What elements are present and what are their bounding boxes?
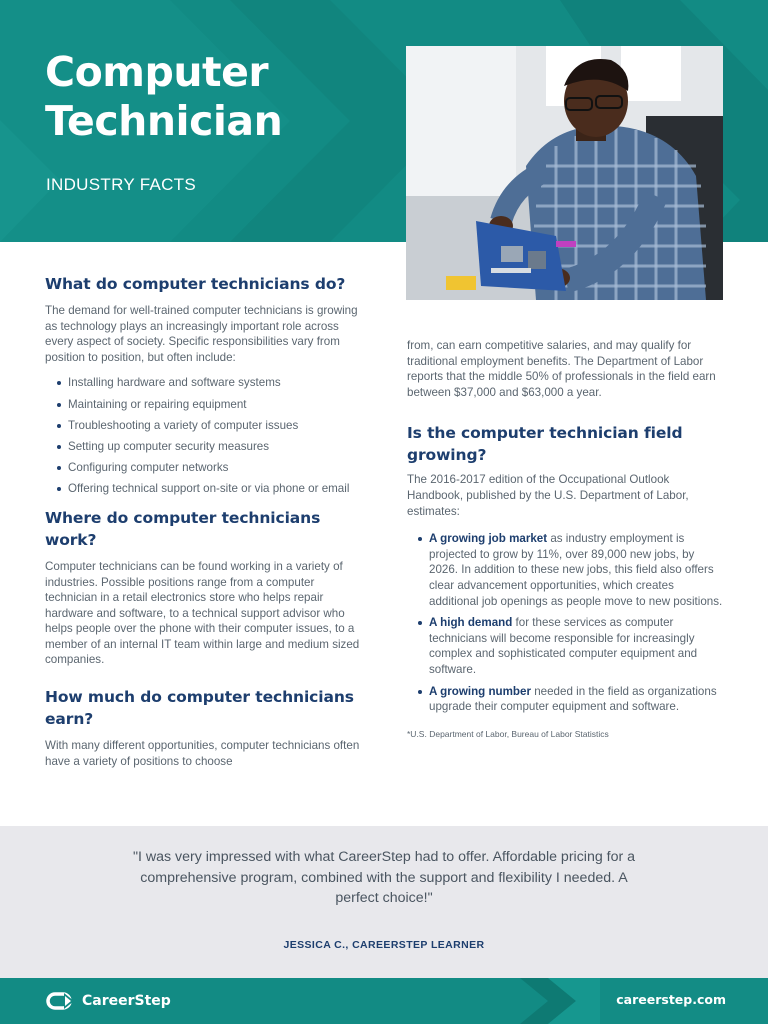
testimonial-quote: "I was very impressed with what CareerStep had to offer. Affordable pricing for a comprehensive program, combined with the support and flexibility I needed. A perfect choice!": [132, 849, 636, 907]
footer-bar: [0, 978, 768, 1024]
list-item: [407, 615, 725, 677]
paragraph-how-much-continued: from, can earn competitive salaries, and may qualify for traditional employment benefits. The Department of Labor reports that the middle 50% of professionals in the field earn between $37,000 and $63,000 a year.: [407, 339, 716, 399]
growth-facts-list: [407, 531, 725, 715]
list-item: [407, 684, 725, 715]
list-item: Maintaining or repairing equipment: [45, 397, 360, 413]
fact-lead: A high demand: [429, 616, 513, 630]
page-title: [45, 48, 282, 146]
list-item: Installing hardware and software systems: [45, 375, 360, 391]
testimonial-attribution: JESSICA C., CAREERSTEP LEARNER: [283, 939, 485, 951]
left-column: [45, 273, 360, 769]
website-link[interactable]: careerstep.com: [616, 992, 726, 1007]
careerstep-brand[interactable]: [46, 991, 171, 1011]
list-item: Troubleshooting a variety of computer issues: [45, 418, 360, 434]
heading-where-work: Where do computer technicians work?: [45, 508, 321, 549]
careerstep-logo-icon: [46, 991, 76, 1011]
heading-how-much: How much do computer technicians earn?: [45, 688, 354, 729]
title-line-2: Technician: [45, 97, 283, 145]
list-item: [407, 531, 725, 609]
right-column: [407, 338, 725, 739]
title-line-1: Computer: [45, 48, 269, 96]
fact-text: as industry employment is projected to grow by 11%, over 89,000 new jobs, by 2026. In addition to these new jobs, this field also offers clear advancement opportunities, which creates additional job openings as people move to new positions.: [429, 532, 723, 608]
list-item: Configuring computer networks: [45, 460, 360, 476]
heading-what-do: What do computer technicians do?: [45, 275, 346, 293]
testimonial-section: [0, 826, 768, 978]
footnote: *U.S. Department of Labor, Bureau of Labor Statistics: [407, 728, 609, 739]
responsibilities-list: [45, 375, 360, 497]
list-item: Setting up computer security measures: [45, 439, 360, 455]
paragraph-how-much-start: With many different opportunities, computer technicians often have a variety of positions to choose: [45, 739, 360, 768]
fact-text: for these services as computer technicians will become responsible for increasingly complex and sophisticated computer equipment and software.: [429, 616, 698, 676]
page-subtitle: INDUSTRY FACTS: [46, 175, 196, 194]
fact-lead: A growing number: [429, 684, 531, 698]
paragraph-field-growing: The 2016-2017 edition of the Occupational Outlook Handbook, published by the U.S. Department of Labor, estimates:: [407, 473, 689, 518]
list-item: Offering technical support on-site or via phone or email: [45, 481, 360, 497]
heading-field-growing: Is the computer technician field growing?: [407, 424, 683, 465]
technician-photo: [406, 46, 723, 300]
paragraph-what-do: The demand for well-trained computer technicians is growing as technology plays an increasingly important role across every aspect of society. Specific responsibilities vary from position to position, but often include:: [45, 304, 358, 364]
fact-lead: A growing job market: [429, 532, 548, 546]
fact-text: needed in the field as organizations upgrade their computer equipment and software.: [429, 684, 717, 714]
paragraph-where-work: Computer technicians can be found working in a variety of industries. Possible positions range from a computer technician in a retail electronics store who helps repair hardware and software, to a technical support advisor who helps people over the phone with their computer issues, to a member of an internal IT team within large and medium sized companies.: [45, 559, 360, 667]
brand-name: CareerStep: [82, 993, 171, 1009]
